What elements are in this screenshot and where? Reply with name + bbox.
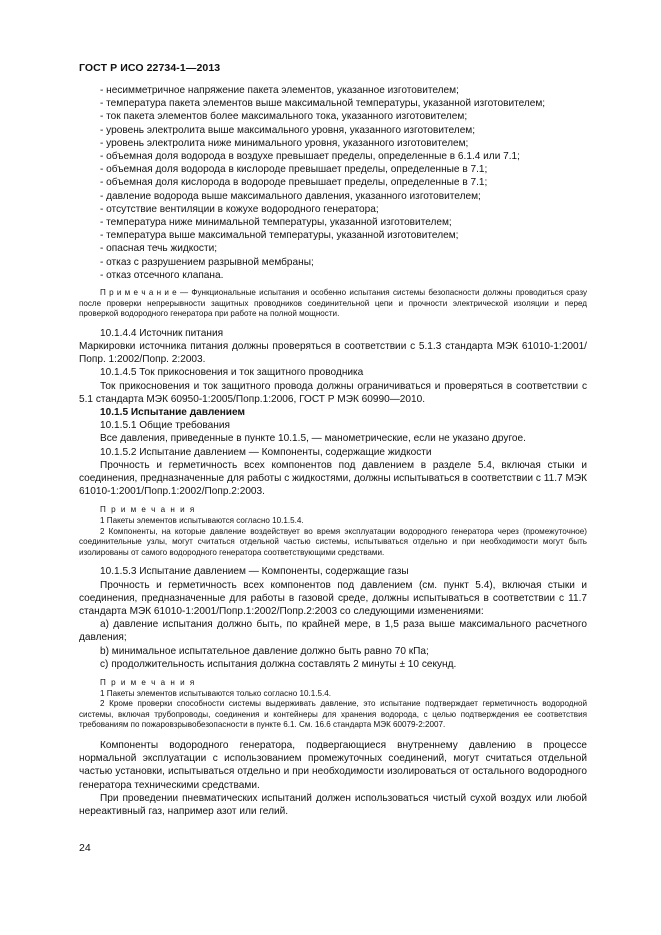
document-header: ГОСТ Р ИСО 22734-1—2013 <box>79 62 221 74</box>
list-item: - уровень электролита выше максимального уровня, указанного изготовителем; <box>100 124 476 136</box>
list-item: - отказ с разрушением разрывной мембраны; <box>100 256 314 268</box>
list-item: - уровень электролита ниже минимального уровня, указанного изготовителем; <box>100 137 469 149</box>
list-item: - ток пакета элементов более максимального тока, указанного изготовителем; <box>100 111 468 123</box>
section-10-1-4-4-heading: 10.1.4.4 Источник питания <box>100 327 224 339</box>
note-label: П р и м е ч а н и е <box>100 288 177 298</box>
requirement-item: c) продолжительность испытания должна составлять 2 минуты ± 10 секунд. <box>100 658 457 670</box>
list-item: - температура ниже минимальной температуры, указанной изготовителем; <box>100 217 452 229</box>
paragraph: Компоненты водородного генератора, подвергающиеся внутреннему давлению в процессе нормальной эксплуатации с использованием промежуточных соединений, могут считаться отдельной частью установки, испытываться отдельно и при необходимости изолироваться от остального водородного генератора техническими средствами. <box>79 740 587 791</box>
section-10-1-5-2-heading: 10.1.5.2 Испытание давлением — Компоненты, содержащие жидкости <box>100 446 432 458</box>
notes-heading: П р и м е ч а н и я <box>100 678 196 688</box>
section-10-1-5-3-text: Прочность и герметичность всех компонентов под давлением (см. пункт 5.4), включая стыки и соединения, предназначенные для работы в газовой среде, должны испытываться в соответствии с 11.7 стандарта МЭК 61010-1:2001/Попр.1:2002/Попр.2:2003 со следующими изменениями: <box>79 579 587 618</box>
list-item: - давление водорода выше максимального давления, указанного изготовителем; <box>100 190 481 202</box>
note-text: — Функциональные испытания и особенно испытания системы безопасности должны проводиться сразу после проверки непрерывности защитных проводников соединительной цепи и прочности электрической изоляции и перед проверкой водородного генератора при работе на полной мощности. <box>79 288 587 319</box>
paragraph: При проведении пневматических испытаний должен использоваться чистый сухой воздух или любой нереактивный газ, например азот или гелий. <box>79 792 587 818</box>
list-item: - отказ отсечного клапана. <box>100 269 224 281</box>
list-item: - объемная доля водорода в кислороде превышает пределы, определенные в 7.1; <box>100 164 488 176</box>
page-number: 24 <box>79 842 91 854</box>
section-10-1-5-1-text: Все давления, приведенные в пункте 10.1.5, — манометрические, если не указано другое. <box>100 433 526 445</box>
note-item: 2 Кроме проверки способности системы выдерживать давление, это испытание подтверждает герметичность водородной системы, включая трубопроводы, соединения и контейнеры для хранения водорода, с целью подтверждения ее соответствия требованиям по пожаровзрывобезопасности в пункте 6.1. См. 16.6 стандарта МЭК 60079-2:2007. <box>79 699 587 730</box>
section-10-1-5-3-heading: 10.1.5.3 Испытание давлением — Компоненты, содержащие газы <box>100 566 409 578</box>
requirement-item: a) давление испытания должно быть, по крайней мере, в 1,5 раза выше максимального расчетного давления; <box>79 619 587 644</box>
notes-heading: П р и м е ч а н и я <box>100 505 196 515</box>
requirement-item: b) минимальное испытательное давление должно быть равно 70 кПа; <box>100 645 429 657</box>
note-functional-tests <box>79 288 587 320</box>
section-10-1-5-1-heading: 10.1.5.1 Общие требования <box>100 420 230 432</box>
list-item: - отсутствие вентиляции в кожухе водородного генератора; <box>100 203 379 215</box>
note-item: 1 Пакеты элементов испытываются согласно 10.1.5.4. <box>100 516 304 526</box>
document-body <box>79 84 587 818</box>
list-item: - опасная течь жидкости; <box>100 243 218 255</box>
section-10-1-5-heading: 10.1.5 Испытание давлением <box>100 407 245 419</box>
section-10-1-4-5-heading: 10.1.4.5 Ток прикосновения и ток защитного проводника <box>100 367 364 379</box>
failure-conditions-list <box>79 84 587 282</box>
list-item: - температура выше максимальной температуры, указанной изготовителем; <box>100 230 459 242</box>
section-10-1-5-2-text: Прочность и герметичность всех компонентов под давлением в разделе 5.4, включая стыки и соединения, предназначенные для работы с жидкостями, должны испытываться в соответствии с 11.7 МЭК 61010-1:2001/Попр.1:2002/Попр.2:2003. <box>79 459 587 498</box>
list-item: - температура пакета элементов выше максимальной температуры, указанной изготовителем; <box>100 98 546 110</box>
note-item: 2 Компоненты, на которые давление воздействует во время эксплуатации водородного генератора через (промежуточное) соединительные узлы, могут считаться отдельной частью системы, испытываться отдельно и при необходимости могут быть изолированы от самого водородного генератора соответствующими средствами. <box>79 526 587 557</box>
section-10-1-4-5-text: Ток прикосновения и ток защитного провода должны ограничиваться и проверяться в соответствии с 5.1 стандарта МЭК 60950-1:2005/Попр.1:2006, ГОСТ Р МЭК 60990—2010. <box>79 380 587 405</box>
list-item: - объемная доля кислорода в водороде превышает пределы, определенные в 7.1; <box>100 177 488 189</box>
note-item: 1 Пакеты элементов испытываются только согласно 10.1.5.4. <box>100 688 331 698</box>
section-10-1-4-4-text: Маркировки источника питания должны проверяться в соответствии с 5.1.3 стандарта МЭК 61010-1:2001/Попр. 1:2002/Попр. 2:2003. <box>79 341 587 366</box>
list-item: - несимметричное напряжение пакета элементов, указанное изготовителем; <box>100 85 459 96</box>
list-item: - объемная доля водорода в воздухе превышает пределы, определенные в 6.1.4 или 7.1; <box>100 151 520 163</box>
